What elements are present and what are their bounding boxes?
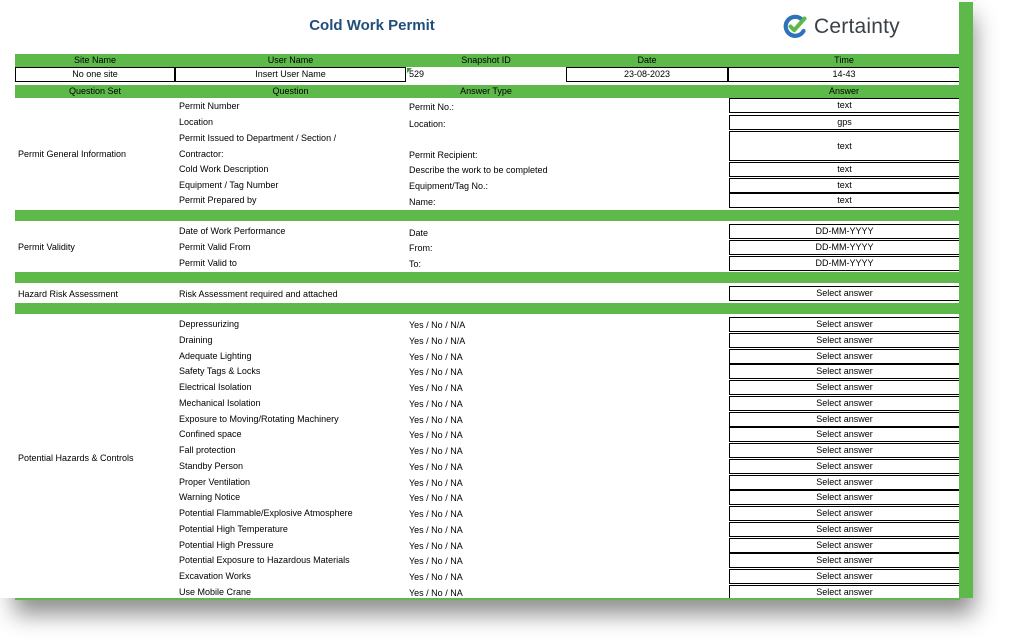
question-label: Excavation Works xyxy=(179,571,251,581)
answer-type-label: Yes / No / NA xyxy=(409,352,463,362)
user-name-field[interactable]: Insert User Name xyxy=(175,67,406,82)
cell-note-marker xyxy=(407,68,412,73)
answer-field[interactable]: Select answer xyxy=(729,553,960,568)
question-label: Exposure to Moving/Rotating Machinery xyxy=(179,414,339,424)
question-label: Potential Exposure to Hazardous Materials xyxy=(179,555,350,565)
answer-field[interactable]: DD-MM-YYYY xyxy=(729,224,960,239)
answer-type-label: Date xyxy=(409,228,429,238)
answer-type-label: Yes / No / N/A xyxy=(409,336,466,346)
answer-field[interactable]: Select answer xyxy=(729,286,960,301)
answer-type-label: Yes / No / NA xyxy=(409,556,463,566)
question-label: Equipment / Tag Number xyxy=(179,180,279,190)
answer-field[interactable]: Select answer xyxy=(729,333,960,348)
question-label: Adequate Lighting xyxy=(179,351,252,361)
question-label: Potential High Temperature xyxy=(179,524,288,534)
answer-field[interactable]: Select answer xyxy=(729,506,960,521)
sheet-bottom-border xyxy=(15,598,960,600)
header-label-row xyxy=(15,54,960,67)
question-label-continued: Contractor: xyxy=(179,149,224,159)
question-label: Use Mobile Crane xyxy=(179,587,252,597)
answer-field[interactable]: DD-MM-YYYY xyxy=(729,240,960,255)
section-name-general: Permit General Information xyxy=(18,149,127,159)
answer-type-label: Yes / No / N/A xyxy=(409,320,466,330)
question-label: Mechanical Isolation xyxy=(179,398,261,408)
certainty-check-logo-icon xyxy=(782,14,808,40)
date-field[interactable]: 23-08-2023 xyxy=(566,67,728,82)
question-label: Cold Work Description xyxy=(179,164,269,174)
question-label: Potential Flammable/Explosive Atmosphere xyxy=(179,508,353,518)
question-label: Date of Work Performance xyxy=(179,226,286,236)
question-label: Confined space xyxy=(179,429,242,439)
section-divider xyxy=(15,210,960,221)
question-label: Safety Tags & Locks xyxy=(179,366,261,376)
answer-field[interactable]: Select answer xyxy=(729,443,960,458)
answer-type-label: Permit Recipient: xyxy=(409,150,478,160)
answer-type-label: Yes / No / NA xyxy=(409,367,463,377)
answer-type-label: Yes / No / NA xyxy=(409,572,463,582)
answer-field[interactable]: Select answer xyxy=(729,349,960,364)
brand-name: Certainty xyxy=(814,15,900,38)
answer-field[interactable]: DD-MM-YYYY xyxy=(729,256,960,271)
time-field[interactable]: 14-43 xyxy=(728,67,960,82)
answer-type-label: Yes / No / NA xyxy=(409,462,463,472)
header-value-row xyxy=(15,67,960,82)
answer-type-label: Permit No.: xyxy=(409,102,455,112)
question-label: Risk Assessment required and attached xyxy=(179,289,338,299)
section-name-hazards: Potential Hazards & Controls xyxy=(18,453,134,463)
question-label: Potential High Pressure xyxy=(179,540,274,550)
answer-field[interactable]: Select answer xyxy=(729,364,960,379)
answer-field[interactable]: Select answer xyxy=(729,459,960,474)
answer-field[interactable]: text xyxy=(729,178,960,193)
question-label: Permit Number xyxy=(179,101,240,111)
answer-header: Answer xyxy=(828,86,859,96)
question-label: Permit Valid to xyxy=(179,258,237,268)
section-name-validity: Permit Validity xyxy=(18,242,75,252)
question-label: Permit Valid From xyxy=(179,242,251,252)
column-header-row xyxy=(15,85,960,98)
question-label: Depressurizing xyxy=(179,319,240,329)
section-divider xyxy=(15,272,960,283)
answer-type-label: Describe the work to be completed xyxy=(409,165,548,175)
section-name-risk: Hazard Risk Assessment xyxy=(18,289,119,299)
answer-field[interactable]: Select answer xyxy=(729,380,960,395)
section-divider xyxy=(15,303,960,314)
answer-type-label: Yes / No / NA xyxy=(409,383,463,393)
snapshot-id-field[interactable] xyxy=(406,67,566,82)
answer-field[interactable]: Select answer xyxy=(729,396,960,411)
question-label: Warning Notice xyxy=(179,492,241,502)
answer-field[interactable]: Select answer xyxy=(729,569,960,584)
answer-type-label: Yes / No / NA xyxy=(409,588,463,598)
answer-field[interactable]: Select answer xyxy=(729,317,960,332)
answer-type-label: To: xyxy=(409,259,422,269)
answer-type-label: Yes / No / NA xyxy=(409,493,463,503)
answer-type-label: Yes / No / NA xyxy=(409,415,463,425)
answer-type-label: Yes / No / NA xyxy=(409,399,463,409)
answer-field[interactable]: Select answer xyxy=(729,475,960,490)
answer-type-label: Yes / No / NA xyxy=(409,446,463,456)
snapshot-id-header: Snapshot ID xyxy=(461,55,511,65)
answer-type-label: Yes / No / NA xyxy=(409,430,463,440)
user-name-header: User Name xyxy=(267,55,314,65)
question-label: Fall protection xyxy=(179,445,236,455)
answer-type-label: From: xyxy=(409,243,433,253)
answer-type-label: Yes / No / NA xyxy=(409,541,463,551)
question-label: Draining xyxy=(179,335,213,345)
answer-field[interactable]: text xyxy=(729,131,960,161)
question-label: Electrical Isolation xyxy=(179,382,252,392)
question-header: Question xyxy=(272,86,309,96)
question-label: Standby Person xyxy=(179,461,244,471)
answer-field[interactable]: Select answer xyxy=(729,585,960,600)
answer-type-label: Yes / No / NA xyxy=(409,525,463,535)
site-name-field[interactable]: No one site xyxy=(15,67,175,82)
page-title: Cold Work Permit xyxy=(309,17,435,34)
answer-field[interactable]: Select answer xyxy=(729,412,960,427)
answer-type-header: Answer Type xyxy=(460,86,512,96)
answer-field[interactable]: Select answer xyxy=(729,427,960,442)
answer-type-label: Yes / No / NA xyxy=(409,478,463,488)
answer-field[interactable]: Select answer xyxy=(729,538,960,553)
question-label: Permit Issued to Department / Section / xyxy=(179,133,337,143)
answer-field[interactable]: text xyxy=(729,162,960,177)
sheet-right-border xyxy=(959,2,973,598)
answer-type-label: Location: xyxy=(409,119,446,129)
site-name-header: Site Name xyxy=(73,55,117,65)
question-label: Location xyxy=(179,117,214,127)
answer-type-label: Equipment/Tag No.: xyxy=(409,181,489,191)
question-set-header: Question Set xyxy=(68,86,122,96)
answer-field[interactable]: gps xyxy=(729,115,960,130)
question-label: Proper Ventilation xyxy=(179,477,251,487)
brand-logo xyxy=(782,12,900,42)
answer-field[interactable]: Select answer xyxy=(729,490,960,505)
answer-type-label: Name: xyxy=(409,197,436,207)
question-label: Permit Prepared by xyxy=(179,195,257,205)
date-header: Date xyxy=(637,55,657,65)
time-header: Time xyxy=(834,55,854,65)
answer-type-label: Yes / No / NA xyxy=(409,509,463,519)
answer-field[interactable]: text xyxy=(729,193,960,208)
answer-field[interactable]: text xyxy=(729,98,960,113)
snapshot-id-value: 529 xyxy=(409,69,425,79)
answer-field[interactable]: Select answer xyxy=(729,522,960,537)
